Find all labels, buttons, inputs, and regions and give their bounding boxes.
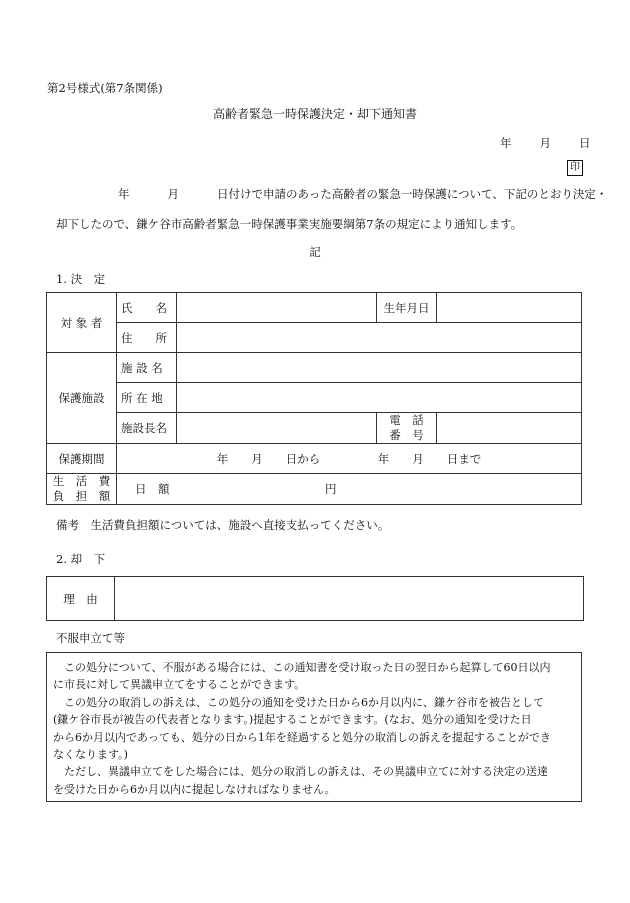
intro-year: 年 bbox=[118, 187, 130, 201]
director-value[interactable] bbox=[177, 413, 377, 444]
date-day: 日 bbox=[579, 136, 591, 150]
intro-line-2: 却下したので、鎌ケ谷市高齢者緊急一時保護事業実施要綱第7条の規定により通知します。 bbox=[56, 217, 523, 231]
facility-label: 保護施設 bbox=[47, 353, 117, 444]
intro-text: 日付けで申請のあった高齢者の緊急一時保護について、下記のとおり決定・ bbox=[217, 187, 608, 201]
cost-label-1: 生 活 費 bbox=[52, 474, 111, 488]
cost-value bbox=[117, 474, 582, 505]
appeal-line: から6か月以内であっても、処分の日から1年を経過すると処分の取消しの訴えを提起することができ bbox=[53, 730, 551, 744]
seal-mark: 印 bbox=[567, 160, 583, 176]
appeal-line: に市長に対して異議申立てをすることができます。 bbox=[53, 678, 306, 692]
issue-date bbox=[500, 135, 591, 151]
yen-label: 円 bbox=[325, 482, 337, 496]
period-label: 保護期間 bbox=[47, 444, 117, 474]
decision-heading: 1. 決 定 bbox=[56, 272, 106, 286]
facility-name-value[interactable] bbox=[177, 353, 582, 383]
reason-label: 理 由 bbox=[47, 577, 115, 621]
name-label: 氏 名 bbox=[117, 293, 177, 323]
form-id: 第2号様式(第7条関係) bbox=[47, 81, 163, 95]
reason-value[interactable] bbox=[115, 577, 584, 621]
page-title: 高齢者緊急一時保護決定・却下通知書 bbox=[212, 107, 417, 121]
decision-table bbox=[46, 292, 582, 505]
ki-mark: 記 bbox=[309, 245, 321, 259]
phone-label-2: 番 号 bbox=[389, 428, 424, 442]
location-value[interactable] bbox=[177, 383, 582, 413]
appeal-line: を受けた日から6か月以内に提起しなければなりません。 bbox=[53, 782, 336, 796]
cost-label-2: 負 担 額 bbox=[52, 489, 111, 503]
phone-value[interactable] bbox=[437, 413, 582, 444]
phone-label bbox=[377, 413, 437, 444]
birth-label: 生年月日 bbox=[377, 293, 437, 323]
address-value[interactable] bbox=[177, 323, 582, 353]
appeal-box bbox=[46, 652, 582, 802]
cost-label bbox=[47, 474, 117, 505]
birth-value[interactable] bbox=[437, 293, 582, 323]
appeal-line: (鎌ケ谷市長が被告の代表者となります。)提起することができます。(なお、処分の通知を受けた日 bbox=[53, 713, 532, 727]
daily-label: 日 額 bbox=[135, 482, 170, 496]
appeal-line: なくなります。) bbox=[53, 748, 128, 762]
rejection-table bbox=[46, 576, 584, 621]
facility-name-label: 施 設 名 bbox=[117, 353, 177, 383]
decision-note: 備考 生活費負担額については、施設へ直接支払ってください。 bbox=[56, 518, 390, 532]
director-label: 施設長名 bbox=[117, 413, 177, 444]
address-label: 住 所 bbox=[117, 323, 177, 353]
date-month: 月 bbox=[539, 136, 551, 150]
location-label: 所 在 地 bbox=[117, 383, 177, 413]
appeal-heading: 不服申立て等 bbox=[56, 631, 125, 645]
name-value[interactable] bbox=[177, 293, 377, 323]
intro-line-1 bbox=[118, 186, 607, 202]
appeal-line: この処分の取消しの訴えは、この処分の通知を受けた日から6か月以内に、鎌ケ谷市を被告として bbox=[53, 695, 544, 709]
period-value: 年 月 日から 年 月 日まで bbox=[117, 444, 582, 474]
appeal-line: この処分について、不服がある場合には、この通知書を受け取った日の翌日から起算して60日以内 bbox=[53, 661, 551, 674]
rejection-heading: 2. 却 下 bbox=[56, 552, 106, 566]
appeal-line: ただし、異議申立てをした場合には、処分の取消しの訴えは、その異議申立てに対する決定の送達 bbox=[53, 765, 548, 779]
phone-label-1: 電 話 bbox=[389, 413, 424, 427]
date-year: 年 bbox=[500, 136, 512, 150]
subject-label: 対 象 者 bbox=[47, 293, 117, 353]
intro-month: 月 bbox=[167, 187, 179, 201]
